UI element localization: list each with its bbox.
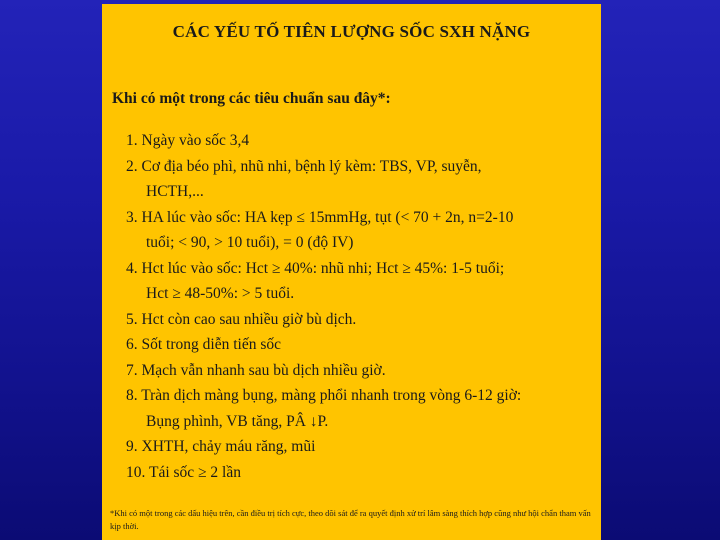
list-item-continuation: tuổi; < 90, > 10 tuổi), = 0 (độ IV) bbox=[146, 234, 354, 251]
list-item-text: 4. Hct lúc vào sốc: Hct ≥ 40%: nhũ nhi; Hct ≥ 45%: 1-5 tuổi; bbox=[126, 259, 505, 277]
list-item bbox=[126, 256, 596, 307]
list-item bbox=[126, 460, 596, 486]
list-item bbox=[126, 434, 596, 460]
list-item bbox=[126, 154, 596, 205]
list-item bbox=[126, 358, 596, 384]
list-item-text: 6. Sốt trong diễn tiến sốc bbox=[126, 336, 281, 353]
slide-title: CÁC YẾU TỐ TIÊN LƯỢNG SỐC SXH NẶNG bbox=[172, 22, 531, 41]
footnote: *Khi có một trong các dấu hiệu trên, cần điều trị tích cực, theo dõi sát để ra quyết định xử trí lâm sàng thích hợp cũng như hội chẩn tham vấn kịp thời. bbox=[110, 508, 591, 531]
list-item-text: 3. HA lúc vào sốc: HA kẹp ≤ 15mmHg, tụt (< 70 + 2n, n=2-10 bbox=[126, 208, 514, 226]
list-item bbox=[126, 128, 596, 154]
list-item-continuation: HCTH,... bbox=[146, 183, 204, 200]
list-item bbox=[126, 307, 596, 333]
list-item-text: 9. XHTH, chảy máu răng, mũi bbox=[126, 438, 316, 455]
criteria-list bbox=[126, 128, 596, 485]
list-item bbox=[126, 383, 596, 434]
list-item-text: 1. Ngày vào sốc 3,4 bbox=[126, 132, 250, 149]
list-item-text: 7. Mạch vẫn nhanh sau bù dịch nhiều giờ. bbox=[126, 361, 386, 379]
list-item-text: 2. Cơ địa béo phì, nhũ nhi, bệnh lý kèm: TBS, VP, suyễn, bbox=[126, 157, 482, 175]
list-item-text: 10. Tái sốc ≥ 2 lần bbox=[126, 463, 241, 481]
list-item-continuation: Hct ≥ 48-50%: > 5 tuổi. bbox=[146, 285, 295, 302]
list-item-continuation: Bụng phình, VB tăng, PÂ ↓P. bbox=[146, 412, 329, 430]
list-item-text: 8. Tràn dịch màng bụng, màng phổi nhanh trong vòng 6-12 giờ: bbox=[126, 387, 522, 404]
intro-text: Khi có một trong các tiêu chuẩn sau đây*: bbox=[112, 90, 391, 107]
list-item bbox=[126, 205, 596, 256]
list-item bbox=[126, 332, 596, 358]
list-item-text: 5. Hct còn cao sau nhiều giờ bù dịch. bbox=[126, 310, 357, 328]
slide-card bbox=[102, 4, 601, 540]
